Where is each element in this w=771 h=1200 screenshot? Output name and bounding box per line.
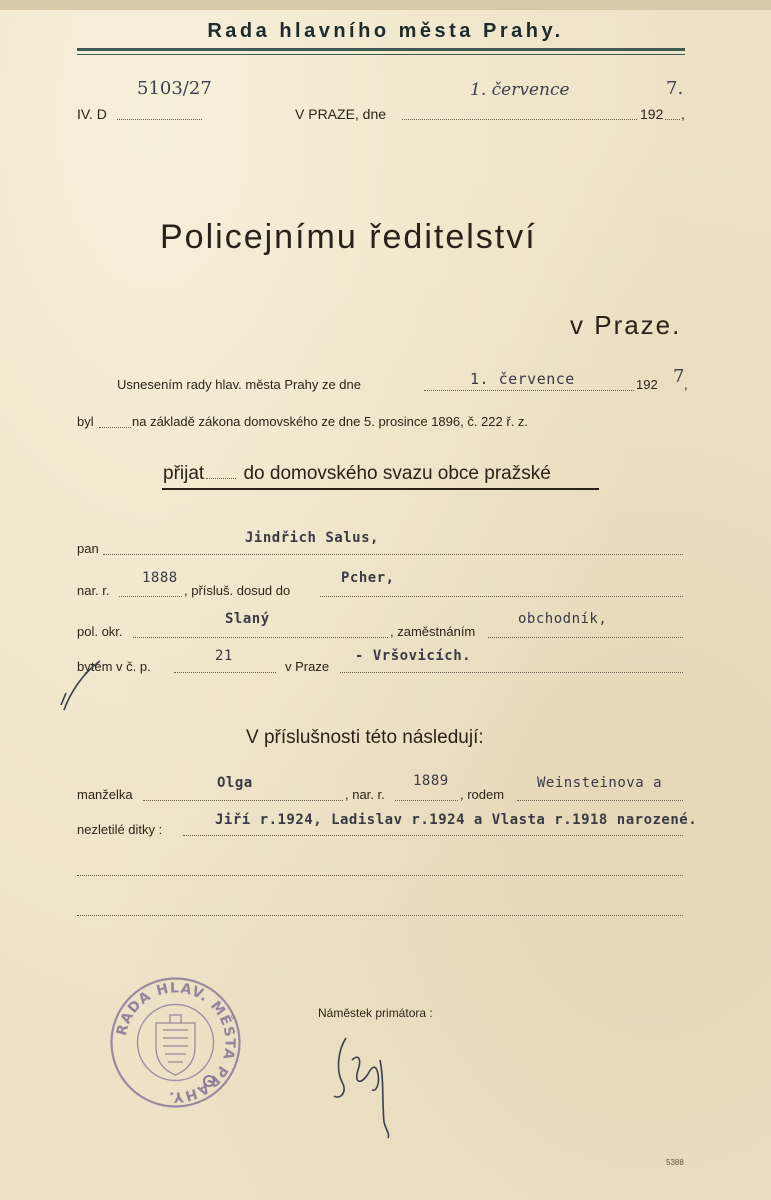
council-header: Rada hlavního města Prahy. — [207, 20, 564, 42]
header-rule-thin — [77, 54, 685, 55]
dept-dots — [117, 119, 202, 120]
wife-born-label: , nar. r. — [345, 787, 385, 802]
residence-label: bytem v č. p. — [77, 659, 151, 674]
signature-label: Náměstek primátora : — [318, 1006, 433, 1020]
resolution-date-value: 1. července — [470, 370, 575, 388]
resolution-date — [470, 370, 575, 388]
wife-born-dots — [395, 800, 458, 801]
year-digit-1: 7. — [666, 78, 684, 99]
born-dots — [119, 596, 182, 597]
quarter-dots — [340, 672, 683, 673]
district-dots — [133, 637, 388, 638]
admit-line — [163, 463, 551, 485]
admit-underline — [162, 488, 599, 490]
resolution-comma: , — [684, 377, 688, 392]
signature — [328, 1030, 398, 1140]
occupation: obchodník, — [518, 611, 608, 627]
house-dots — [174, 672, 276, 673]
wife-dots — [143, 800, 343, 801]
form-number: 5388 — [666, 1158, 684, 1167]
person-name: Jindřich Salus, — [245, 530, 379, 546]
city-seal-stamp — [108, 975, 243, 1110]
signature-scribble — [328, 1030, 398, 1140]
resolution-year-digit: 7 — [673, 366, 685, 387]
file-number: 5103/27 — [137, 78, 212, 99]
house-no: 21 — [215, 648, 233, 664]
year-prefix-1: 192 — [640, 106, 664, 122]
date-value-1: 1. července — [470, 80, 570, 100]
addressee-title: Policejnímu ředitelství — [160, 218, 537, 256]
place-label: V PRAZE, dne — [295, 106, 387, 122]
empty-line-1 — [77, 875, 683, 876]
resolution-label: Usnesením rady hlav. města Prahy ze dne — [117, 377, 361, 392]
wife-label: manželka — [77, 787, 133, 802]
children: Jiří r.1924, Ladislav r.1924 a Vlasta r.1918 narozené. — [215, 812, 698, 828]
wife-name: Olga — [217, 775, 253, 791]
header-rule-thick — [77, 48, 685, 51]
resolution-date-dots — [424, 390, 634, 391]
resolution-law: na základě zákona domovského ze dne 5. prosince 1896, č. 222 ř. z. — [132, 414, 529, 429]
addressee-city: v Praze. — [570, 310, 682, 340]
birth-year: 1888 — [142, 570, 178, 586]
wife-maiden-name: Weinsteinova a — [537, 775, 663, 791]
admit-rest: do domovského svazu obce pražské — [243, 463, 551, 484]
belongs-dots — [320, 596, 683, 597]
wife-maiden-label: , rodem — [460, 787, 505, 802]
district: Slaný — [225, 611, 270, 627]
coat-of-arms-icon — [156, 1015, 195, 1075]
top-strip — [0, 0, 771, 10]
district-label: pol. okr. — [77, 624, 123, 639]
children-label: nezletilé ditky : — [77, 822, 163, 837]
belongs-label: , přísluš. dosud do — [184, 583, 291, 598]
belongs-place: Pcher, — [341, 570, 395, 586]
seal-text: RADA HLAV. MĚSTA PRAHY. — [113, 980, 238, 1105]
occupation-dots — [488, 637, 683, 638]
check-mark-icon — [58, 658, 103, 713]
date-handwritten-1 — [470, 80, 570, 100]
pan-dots — [103, 554, 683, 555]
born-label: nar. r. — [77, 583, 110, 598]
occupation-label: , zaměstnáním — [390, 624, 476, 639]
family-heading: V příslušnosti této následují: — [246, 727, 484, 748]
year-comma-1: , — [681, 106, 685, 122]
quarter: - Vršovicích. — [355, 648, 472, 664]
resolution-byl: byl — [77, 414, 94, 429]
byl-dots — [99, 427, 131, 428]
wife-birth-year: 1889 — [413, 773, 449, 789]
dept-label: IV. D — [77, 106, 107, 122]
svg-text:RADA HLAV. MĚSTA PRAHY. — [114, 980, 238, 1104]
date-dots — [402, 119, 637, 120]
prague-label: v Praze — [285, 659, 330, 674]
pan-label: pan — [77, 541, 99, 556]
empty-line-2 — [77, 915, 683, 916]
admit-word: přijat — [163, 463, 205, 484]
resolution-year-prefix: 192 — [636, 377, 658, 392]
wife-maiden-dots — [517, 800, 683, 801]
year-dots-1 — [665, 119, 680, 120]
children-dots — [183, 835, 683, 836]
